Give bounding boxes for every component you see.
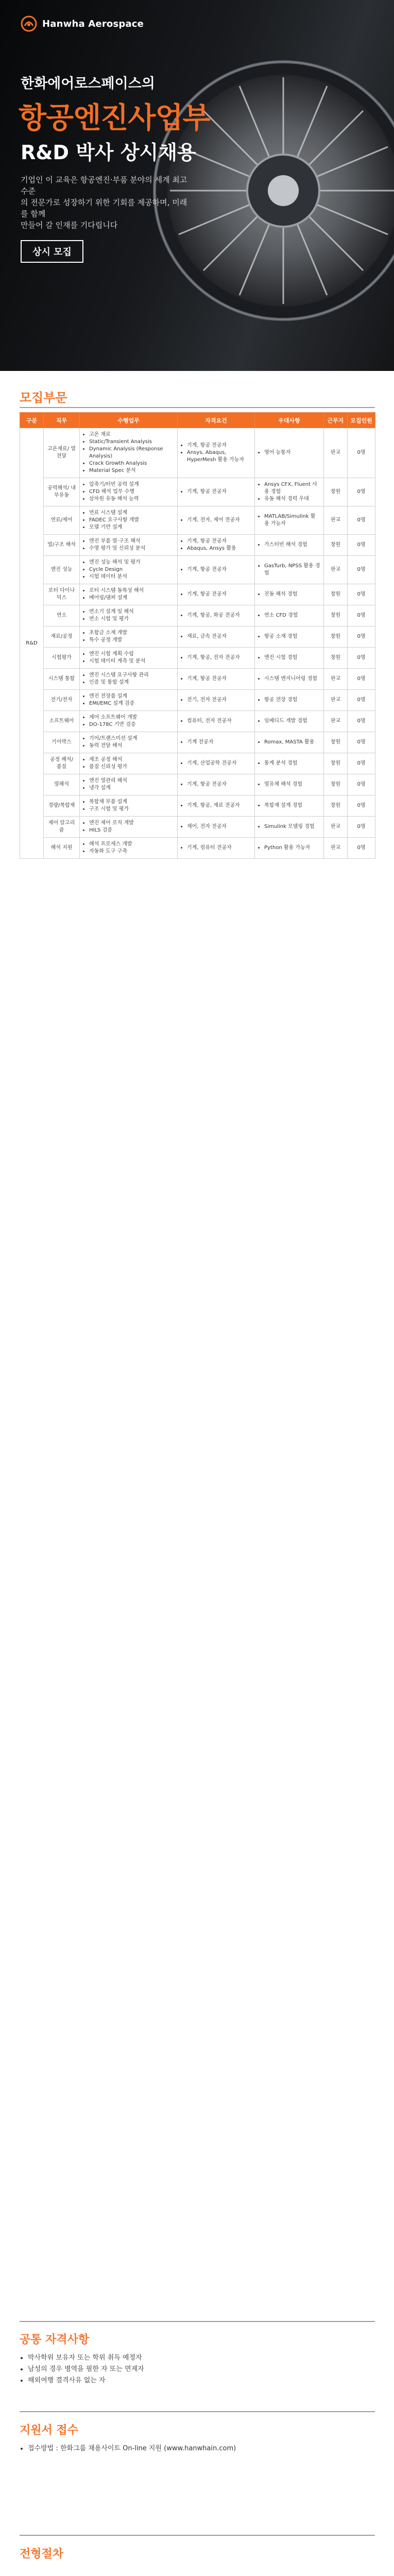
list-item: • 기계, 항공, 전자 전공자 xyxy=(187,654,251,662)
list-item: • 초합금 소재 개발 xyxy=(89,630,174,637)
list-item: • 복합재 설계 경험 xyxy=(264,802,320,809)
list-item: • 컴퓨터, 전자 전공자 xyxy=(187,718,251,725)
hero-description xyxy=(21,174,191,231)
req-cell xyxy=(178,626,255,648)
hero-desc-line: 만들어 갈 인재를 기다립니다 xyxy=(21,221,118,230)
site-cell: 판교 xyxy=(324,817,348,838)
table-row xyxy=(20,535,375,556)
site-cell: 창원 xyxy=(324,478,348,506)
pref-cell xyxy=(255,506,324,535)
table-row xyxy=(20,648,375,669)
field-cell: 제어 알고리즘 xyxy=(44,817,80,838)
list-item: • 기계, 항공 전공자 xyxy=(187,675,251,683)
count-cell: 0명 xyxy=(348,711,375,732)
apply-title: 지원서 접수 xyxy=(20,2424,78,2437)
list-item: • Dynamic Analysis (Response Analysis) xyxy=(89,446,174,460)
list-item: • Simulink 모델링 경험 xyxy=(264,823,320,831)
list-item: • 기계, 항공 전공자 xyxy=(187,488,251,496)
list-item: • 냉각 설계 xyxy=(89,785,174,792)
list-item: • 연료 시스템 설계 xyxy=(89,510,174,517)
list-item: • 재료, 금속 전공자 xyxy=(187,633,251,640)
count-cell: 0명 xyxy=(348,669,375,690)
count-cell: 0명 xyxy=(348,774,375,795)
pref-cell xyxy=(255,817,324,838)
hanwha-logo-icon xyxy=(21,15,37,32)
duty-cell xyxy=(80,753,178,774)
table-row xyxy=(20,732,375,753)
field-cell: 공력해석/ 내부유동 xyxy=(44,478,80,506)
field-cell: 시험평가 xyxy=(44,648,80,669)
req-cell xyxy=(178,690,255,711)
field-cell: 열/구조 해석 xyxy=(44,535,80,556)
duty-cell xyxy=(80,795,178,817)
table-row xyxy=(20,774,375,795)
req-cell xyxy=(178,795,255,817)
pref-cell xyxy=(255,774,324,795)
hero-desc-line: 기업인 이 교육은 항공엔진·부품 분야의 세계 최고 수준 xyxy=(21,175,187,196)
req-cell xyxy=(178,478,255,506)
list-item: • 동력 전달 해석 xyxy=(89,742,174,750)
site-cell: 판교 xyxy=(324,428,348,478)
req-cell xyxy=(178,648,255,669)
list-item: • 구조 시험 및 평가 xyxy=(89,806,174,813)
list-item: • 접수방법 : 한화그룹 채용사이트 On-line 지원 (www.hanwhain.com) xyxy=(28,2443,375,2454)
duty-cell xyxy=(80,669,178,690)
list-item: • 해외여행 결격사유 없는 자 xyxy=(28,2375,375,2386)
list-item: • 해석 프로세스 개발 xyxy=(89,841,174,848)
site-cell: 창원 xyxy=(324,795,348,817)
list-item: • Crack Growth Analysis xyxy=(89,460,174,467)
pref-cell xyxy=(255,795,324,817)
header-cell: 우대사항 xyxy=(255,413,324,428)
list-item: • Romax, MASTA 활용 xyxy=(264,739,320,746)
count-cell: 0명 xyxy=(348,584,375,605)
list-item: • Abaqus, Ansys 활용 xyxy=(187,545,251,552)
req-cell xyxy=(178,774,255,795)
field-cell: 경량/복합재 xyxy=(44,795,80,817)
count-cell: 0명 xyxy=(348,690,375,711)
count-cell: 0명 xyxy=(348,428,375,478)
header-cell: 근무지 xyxy=(324,413,348,428)
site-cell: 창원 xyxy=(324,648,348,669)
list-item: • 특수 공정 개발 xyxy=(89,637,174,644)
list-item: • 항공 소재 경험 xyxy=(264,633,320,640)
site-cell: 창원 xyxy=(324,535,348,556)
field-cell: 기어박스 xyxy=(44,732,80,753)
section-title-jobs: 모집부문 xyxy=(20,391,67,405)
list-item: • 시스템 엔지니어링 경험 xyxy=(264,675,320,683)
field-cell: 소프트웨어 xyxy=(44,711,80,732)
field-cell: 로터 다이나믹스 xyxy=(44,584,80,605)
count-cell: 0명 xyxy=(348,732,375,753)
list-item: • 엔진 제어 로직 개발 xyxy=(89,820,174,827)
brand-logo xyxy=(21,15,144,32)
list-item: • 수명 평가 및 신뢰성 분석 xyxy=(89,545,174,552)
list-item: • CFD 해석 업무 수행 xyxy=(89,488,174,496)
pref-cell xyxy=(255,605,324,626)
list-item: • 엔진 시험 계획 수립 xyxy=(89,651,174,658)
table-row xyxy=(20,626,375,648)
list-item: • HILS 검증 xyxy=(89,827,174,834)
list-item: • 연소기 설계 및 해석 xyxy=(89,608,174,616)
qualification-list xyxy=(20,2352,375,2386)
list-item: • 기계, 항공, 재료 전공자 xyxy=(187,802,251,809)
hero-org: 한화에어로스페이스의 xyxy=(21,76,155,92)
list-item: • 기계, 항공 전공자 xyxy=(187,591,251,598)
recruit-button[interactable]: 상시 모집 xyxy=(21,240,83,263)
list-item: • 제어, 전자 전공자 xyxy=(187,823,251,831)
field-cell: 엔진 성능 xyxy=(44,556,80,584)
list-item: • 임베디드 개발 경험 xyxy=(264,718,320,725)
list-item: • 인증 및 통합 설계 xyxy=(89,679,174,686)
header-cell: 수행업무 xyxy=(80,413,178,428)
field-cell: 해석 지원 xyxy=(44,838,80,859)
table-row xyxy=(20,838,375,859)
list-item: • 기계, 전자, 제어 전공자 xyxy=(187,517,251,524)
list-item: • MATLAB/Simulink 활용 가능자 xyxy=(264,513,320,528)
duty-cell xyxy=(80,690,178,711)
division-cell: R&D xyxy=(20,428,44,859)
site-cell: 판교 xyxy=(324,556,348,584)
list-item: • 품질 신뢰성 평가 xyxy=(89,764,174,771)
duty-cell xyxy=(80,556,178,584)
list-item: • EMI/EMC 설계 검증 xyxy=(89,700,174,707)
duty-cell xyxy=(80,817,178,838)
site-cell: 판교 xyxy=(324,711,348,732)
table-header-row xyxy=(20,413,375,428)
count-cell: 0명 xyxy=(348,753,375,774)
pref-cell xyxy=(255,478,324,506)
header-cell: 자격요건 xyxy=(178,413,255,428)
hero-desc-line: 의 전문가로 성장하기 위한 기회를 제공하며, 미래를 함께 xyxy=(21,198,187,218)
pref-cell xyxy=(255,648,324,669)
pref-cell xyxy=(255,753,324,774)
req-cell xyxy=(178,535,255,556)
list-item: • Ansys, Abaqus, HyperMesh 활용 가능자 xyxy=(187,449,251,464)
req-cell xyxy=(178,817,255,838)
list-item: • 기어/트랜스미션 설계 xyxy=(89,735,174,742)
brand-name: Hanwha Aerospace xyxy=(42,18,144,29)
list-item: • 연소 CFD 경험 xyxy=(264,612,320,619)
list-item: • 자동화 도구 구축 xyxy=(89,848,174,855)
site-cell: 창원 xyxy=(324,753,348,774)
table-row xyxy=(20,690,375,711)
field-cell: 시스템 통합 xyxy=(44,669,80,690)
list-item: • 엔진 시험 경험 xyxy=(264,654,320,662)
req-cell xyxy=(178,711,255,732)
req-cell xyxy=(178,669,255,690)
pref-cell xyxy=(255,556,324,584)
duty-cell xyxy=(80,732,178,753)
list-item: • 기계 전공자 xyxy=(187,739,251,746)
req-cell xyxy=(178,556,255,584)
site-cell: 창원 xyxy=(324,605,348,626)
table-row xyxy=(20,669,375,690)
field-cell: 열해석 xyxy=(44,774,80,795)
hero-subtitle: R&D 박사 상시채용 xyxy=(21,141,196,164)
site-cell: 판교 xyxy=(324,506,348,535)
qualification-title: 공통 자격사항 xyxy=(20,2333,90,2346)
pref-cell xyxy=(255,690,324,711)
section-divider xyxy=(20,2321,375,2322)
section-divider xyxy=(20,407,375,408)
count-cell: 0명 xyxy=(348,605,375,626)
pref-cell xyxy=(255,626,324,648)
count-cell: 0명 xyxy=(348,817,375,838)
pref-cell xyxy=(255,711,324,732)
count-cell: 0명 xyxy=(348,795,375,817)
list-item: • 엔진 전장품 설계 xyxy=(89,693,174,700)
site-cell: 판교 xyxy=(324,669,348,690)
hero-title: 항공엔진사업부 xyxy=(19,101,210,135)
pref-cell xyxy=(255,535,324,556)
count-cell: 0명 xyxy=(348,506,375,535)
duty-cell xyxy=(80,535,178,556)
header-cell: 모집인원 xyxy=(348,413,375,428)
list-item: • Static/Transient Analysis xyxy=(89,438,174,446)
list-item: • 박사학위 보유자 또는 학위 취득 예정자 xyxy=(28,2352,375,2364)
duty-cell xyxy=(80,605,178,626)
list-item: • 영어 능통자 xyxy=(264,449,320,456)
table-row xyxy=(20,428,375,478)
list-item: • 압축기/터빈 공력 설계 xyxy=(89,481,174,488)
pref-cell xyxy=(255,732,324,753)
req-cell xyxy=(178,506,255,535)
list-item: • 시험 데이터 계측 및 분석 xyxy=(89,658,174,665)
list-item: • 삼차원 유동 해석 능력 xyxy=(89,496,174,503)
list-item: • 연소 시험 및 평가 xyxy=(89,616,174,623)
process-title: 전형절차 xyxy=(20,2548,64,2561)
site-cell: 판교 xyxy=(324,838,348,859)
site-cell: 창원 xyxy=(324,626,348,648)
pref-cell xyxy=(255,669,324,690)
pref-cell xyxy=(255,428,324,478)
list-item: • 제어 소프트웨어 개발 xyxy=(89,714,174,721)
req-cell xyxy=(178,838,255,859)
list-item: • 기계, 항공, 화공 전공자 xyxy=(187,612,251,619)
count-cell: 0명 xyxy=(348,535,375,556)
apply-list xyxy=(20,2443,375,2454)
table-row xyxy=(20,817,375,838)
table-row xyxy=(20,506,375,535)
header-cell: 직무 xyxy=(44,413,80,428)
list-item: • FADEC 요구사항 개발 xyxy=(89,517,174,524)
list-item: • 엔진 열관리 해석 xyxy=(89,777,174,785)
list-item: • 복합재 부품 설계 xyxy=(89,799,174,806)
list-item: • 고온 재료 xyxy=(89,431,174,438)
table-row xyxy=(20,753,375,774)
field-cell: 공정 해석/ 품질 xyxy=(44,753,80,774)
duty-cell xyxy=(80,838,178,859)
pref-cell xyxy=(255,838,324,859)
req-cell xyxy=(178,605,255,626)
pref-cell xyxy=(255,584,324,605)
jobs-table xyxy=(20,412,375,859)
list-item: • 기계, 항공 전공자 xyxy=(187,566,251,573)
field-cell: 연소 xyxy=(44,605,80,626)
list-item: • 베어링/댐퍼 설계 xyxy=(89,595,174,602)
list-item: • GasTurb, NPSS 활용 경험 xyxy=(264,563,320,577)
list-item: • 항공 전장 경험 xyxy=(264,697,320,704)
duty-cell xyxy=(80,428,178,478)
site-cell: 창원 xyxy=(324,732,348,753)
duty-cell xyxy=(80,711,178,732)
duty-cell xyxy=(80,774,178,795)
duty-cell xyxy=(80,478,178,506)
list-item: • 모델 기반 설계 xyxy=(89,524,174,531)
list-item: • 가스터빈 해석 경험 xyxy=(264,541,320,549)
field-cell: 고온재료/ 열전달 xyxy=(44,428,80,478)
table-row xyxy=(20,795,375,817)
section-divider xyxy=(20,2535,375,2536)
table-row xyxy=(20,556,375,584)
list-item: • 열유체 해석 경험 xyxy=(264,781,320,788)
list-item: • 엔진 시스템 요구사항 관리 xyxy=(89,672,174,679)
table-row xyxy=(20,584,375,605)
table-row xyxy=(20,711,375,732)
list-item: • 기계, 산업공학 전공자 xyxy=(187,760,251,767)
field-cell: 전기/전자 xyxy=(44,690,80,711)
list-item: • Cycle Design xyxy=(89,566,174,573)
req-cell xyxy=(178,753,255,774)
list-item: • DO-178C 기반 검증 xyxy=(89,721,174,728)
count-cell: 0명 xyxy=(348,626,375,648)
hero-banner xyxy=(0,0,394,371)
req-cell xyxy=(178,732,255,753)
list-item: • 기계, 컴퓨터 전공자 xyxy=(187,844,251,852)
site-cell: 창원 xyxy=(324,584,348,605)
list-item: • 남성의 경우 병역을 필한 자 또는 면제자 xyxy=(28,2364,375,2375)
list-item: • 시험 데이터 분석 xyxy=(89,573,174,581)
count-cell: 0명 xyxy=(348,838,375,859)
table-row xyxy=(20,478,375,506)
field-cell: 재료/공정 xyxy=(44,626,80,648)
list-item: • 로터 시스템 동특성 해석 xyxy=(89,587,174,595)
req-cell xyxy=(178,584,255,605)
header-cell: 구분 xyxy=(20,413,44,428)
list-item: • 엔진 성능 해석 및 평가 xyxy=(89,559,174,566)
duty-cell xyxy=(80,584,178,605)
list-item: • 통계 분석 경험 xyxy=(264,760,320,767)
duty-cell xyxy=(80,648,178,669)
count-cell: 0명 xyxy=(348,648,375,669)
field-cell: 연료/제어 xyxy=(44,506,80,535)
duty-cell xyxy=(80,506,178,535)
list-item: • 진동 해석 경험 xyxy=(264,591,320,598)
jobs-table-body xyxy=(20,428,375,859)
site-cell: 창원 xyxy=(324,774,348,795)
list-item: • Ansys CFX, Fluent 사용 경험 xyxy=(264,481,320,496)
list-item: • 기계, 항공 전공자 xyxy=(187,538,251,545)
duty-cell xyxy=(80,626,178,648)
table-row xyxy=(20,605,375,626)
list-item: • 전기, 전자 전공자 xyxy=(187,697,251,704)
section-divider xyxy=(20,2411,375,2412)
site-cell: 판교 xyxy=(324,690,348,711)
list-item: • 제조 공정 해석 xyxy=(89,756,174,764)
list-item: • 기계, 항공 전공자 xyxy=(187,781,251,788)
list-item: • 유동 해석 경력 우대 xyxy=(264,496,320,503)
list-item: • Python 활용 가능자 xyxy=(264,844,320,852)
list-item: • Material Spec 분석 xyxy=(89,467,174,474)
count-cell: 0명 xyxy=(348,556,375,584)
list-item: • 기계, 항공 전공자 xyxy=(187,442,251,449)
list-item: • 엔진 부품 열·구조 해석 xyxy=(89,538,174,545)
req-cell xyxy=(178,428,255,478)
count-cell: 0명 xyxy=(348,478,375,506)
